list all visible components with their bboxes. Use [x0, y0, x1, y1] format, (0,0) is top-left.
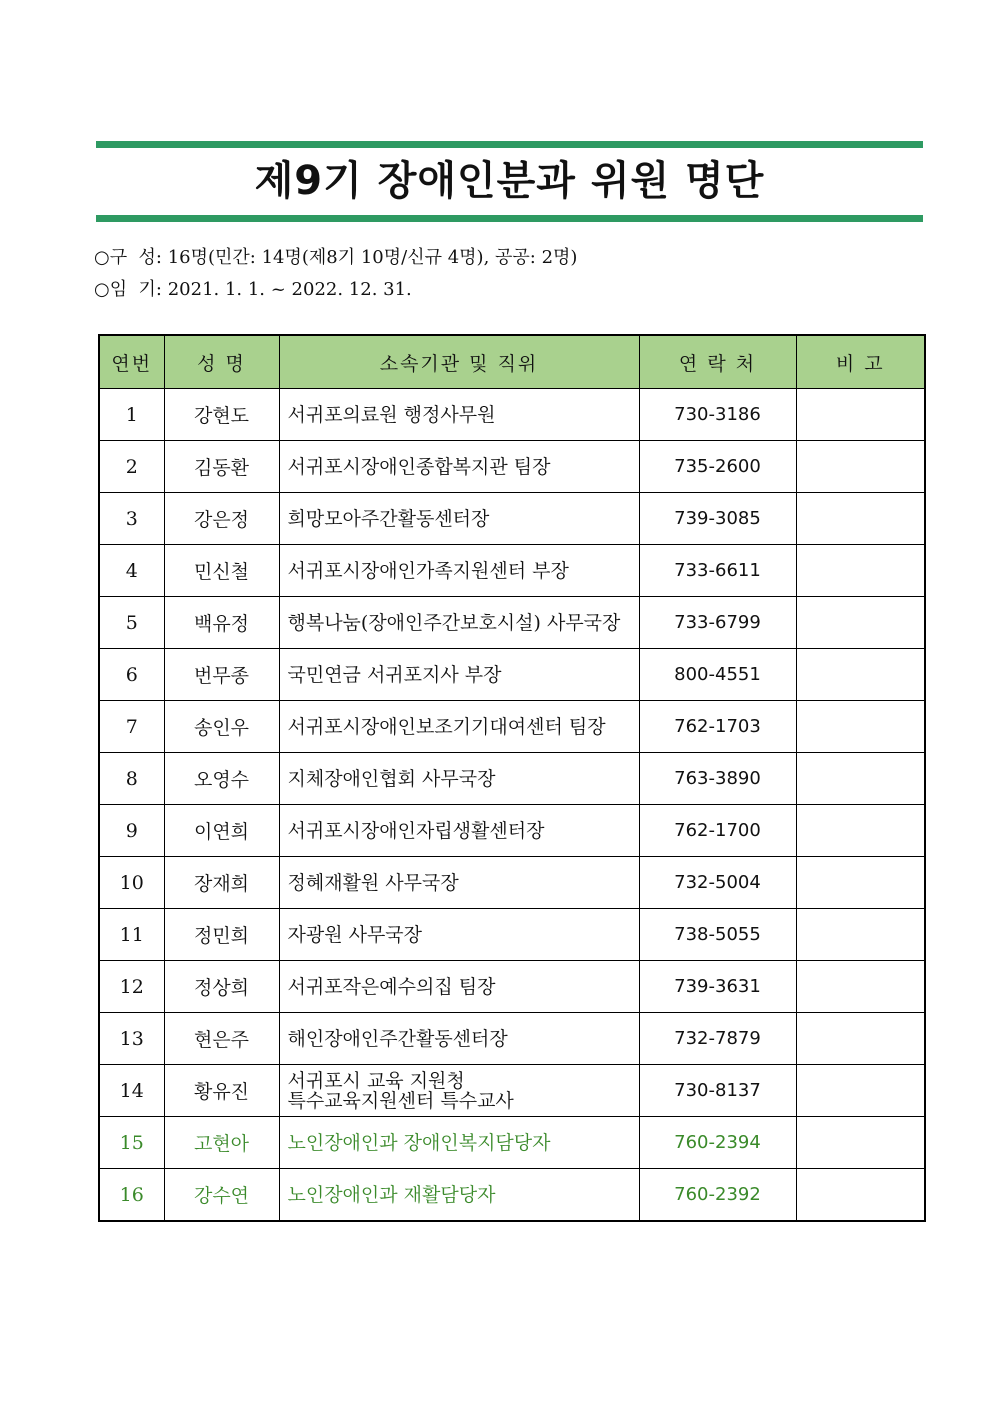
member-organization [279, 909, 639, 961]
term-line: ○임 기: 2021. 1. 1. ~ 2022. 12. 31. [94, 279, 412, 300]
organization-line: 노인장애인과 장애인복지담당자 [287, 1131, 551, 1154]
title-top-rule [96, 141, 923, 148]
member-phone: 735-2600 [639, 441, 796, 493]
member-organization [279, 389, 639, 441]
member-organization [279, 753, 639, 805]
member-name: 강현도 [164, 389, 279, 441]
member-note [796, 805, 925, 857]
organization-line: 서귀포시 교육 지원청 [287, 1069, 465, 1092]
row-number: 8 [99, 753, 164, 805]
header-number: 연번 [99, 335, 164, 389]
table-row [99, 1169, 925, 1222]
row-number: 11 [99, 909, 164, 961]
table-row [99, 1117, 925, 1169]
table-row [99, 753, 925, 805]
row-number: 4 [99, 545, 164, 597]
header-contact: 연 락 처 [639, 335, 796, 389]
member-note [796, 1117, 925, 1169]
member-phone: 738-5055 [639, 909, 796, 961]
member-phone: 760-2392 [639, 1169, 796, 1222]
row-number: 10 [99, 857, 164, 909]
member-phone: 730-3186 [639, 389, 796, 441]
member-organization [279, 1117, 639, 1169]
member-phone: 800-4551 [639, 649, 796, 701]
member-name: 민신철 [164, 545, 279, 597]
organization-line: 희망모아주간활동센터장 [287, 507, 490, 530]
member-organization [279, 1013, 639, 1065]
member-organization [279, 701, 639, 753]
table-row [99, 441, 925, 493]
organization-line: 서귀포작은예수의집 팀장 [287, 975, 496, 998]
table-row [99, 805, 925, 857]
member-name: 정상희 [164, 961, 279, 1013]
member-phone: 730-8137 [639, 1065, 796, 1117]
member-note [796, 545, 925, 597]
member-note [796, 1013, 925, 1065]
page-title: 제9기 장애인분과 위원 명단 [254, 158, 765, 204]
member-organization [279, 545, 639, 597]
member-name: 고현아 [164, 1117, 279, 1169]
member-organization [279, 441, 639, 493]
member-note [796, 753, 925, 805]
member-name: 송인우 [164, 701, 279, 753]
organization-line: 서귀포시장애인가족지원센터 부장 [287, 559, 569, 582]
member-table [98, 334, 926, 1222]
member-note [796, 1169, 925, 1222]
member-phone: 762-1703 [639, 701, 796, 753]
header-name: 성 명 [164, 335, 279, 389]
member-organization [279, 597, 639, 649]
composition-line: ○구 성: 16명(민간: 14명(제8기 10명/신규 4명), 공공: 2명) [94, 247, 578, 268]
row-number: 1 [99, 389, 164, 441]
row-number: 15 [99, 1117, 164, 1169]
member-note [796, 1065, 925, 1117]
member-organization [279, 1065, 639, 1117]
organization-line: 서귀포시장애인보조기기대여센터 팀장 [287, 715, 606, 738]
table-row [99, 649, 925, 701]
member-phone: 733-6611 [639, 545, 796, 597]
table-row [99, 493, 925, 545]
member-note [796, 649, 925, 701]
row-number: 5 [99, 597, 164, 649]
organization-line: 행복나눔(장애인주간보호시설) 사무국장 [287, 611, 621, 634]
member-phone: 760-2394 [639, 1117, 796, 1169]
member-name: 장재희 [164, 857, 279, 909]
member-name: 황유진 [164, 1065, 279, 1117]
member-organization [279, 649, 639, 701]
member-phone: 732-5004 [639, 857, 796, 909]
member-note [796, 597, 925, 649]
organization-line: 정혜재활원 사무국장 [287, 871, 459, 894]
table-row [99, 597, 925, 649]
member-note [796, 441, 925, 493]
organization-line: 지체장애인협회 사무국장 [287, 767, 496, 790]
row-number: 3 [99, 493, 164, 545]
row-number: 9 [99, 805, 164, 857]
organization-line: 자광원 사무국장 [287, 923, 423, 946]
member-name: 오영수 [164, 753, 279, 805]
table-row [99, 1013, 925, 1065]
organization-line: 서귀포의료원 행정사무원 [287, 403, 496, 426]
member-phone: 732-7879 [639, 1013, 796, 1065]
title-bottom-rule [96, 215, 923, 222]
organization-line: 국민연금 서귀포지사 부장 [287, 663, 502, 686]
table-row [99, 701, 925, 753]
table-row [99, 961, 925, 1013]
row-number: 14 [99, 1065, 164, 1117]
member-note [796, 961, 925, 1013]
organization-line: 해인장애인주간활동센터장 [287, 1027, 508, 1050]
member-phone: 762-1700 [639, 805, 796, 857]
member-note [796, 909, 925, 961]
member-name: 백유정 [164, 597, 279, 649]
member-note [796, 493, 925, 545]
member-name: 정민희 [164, 909, 279, 961]
row-number: 6 [99, 649, 164, 701]
member-organization [279, 1169, 639, 1222]
header-note: 비 고 [796, 335, 925, 389]
row-number: 12 [99, 961, 164, 1013]
organization-line: 특수교육지원센터 특수교사 [287, 1089, 514, 1112]
member-name: 이연희 [164, 805, 279, 857]
member-organization [279, 857, 639, 909]
member-note [796, 857, 925, 909]
member-name: 현은주 [164, 1013, 279, 1065]
member-note [796, 389, 925, 441]
member-organization [279, 805, 639, 857]
member-name: 김동환 [164, 441, 279, 493]
table-row [99, 909, 925, 961]
organization-line: 노인장애인과 재활담당자 [287, 1183, 496, 1206]
member-name: 강수연 [164, 1169, 279, 1222]
table-row [99, 545, 925, 597]
member-phone: 739-3085 [639, 493, 796, 545]
table-body [99, 389, 925, 1222]
row-number: 7 [99, 701, 164, 753]
header-organization: 소속기관 및 직위 [279, 335, 639, 389]
organization-line: 서귀포시장애인자립생활센터장 [287, 819, 545, 842]
member-phone: 763-3890 [639, 753, 796, 805]
row-number: 13 [99, 1013, 164, 1065]
table-header-row [99, 335, 925, 389]
member-name: 강은정 [164, 493, 279, 545]
organization-line: 서귀포시장애인종합복지관 팀장 [287, 455, 551, 478]
table-row [99, 857, 925, 909]
member-phone: 733-6799 [639, 597, 796, 649]
member-phone: 739-3631 [639, 961, 796, 1013]
table-row [99, 1065, 925, 1117]
member-organization [279, 961, 639, 1013]
member-note [796, 701, 925, 753]
member-organization [279, 493, 639, 545]
row-number: 2 [99, 441, 164, 493]
table-row [99, 389, 925, 441]
member-name: 번무종 [164, 649, 279, 701]
row-number: 16 [99, 1169, 164, 1222]
